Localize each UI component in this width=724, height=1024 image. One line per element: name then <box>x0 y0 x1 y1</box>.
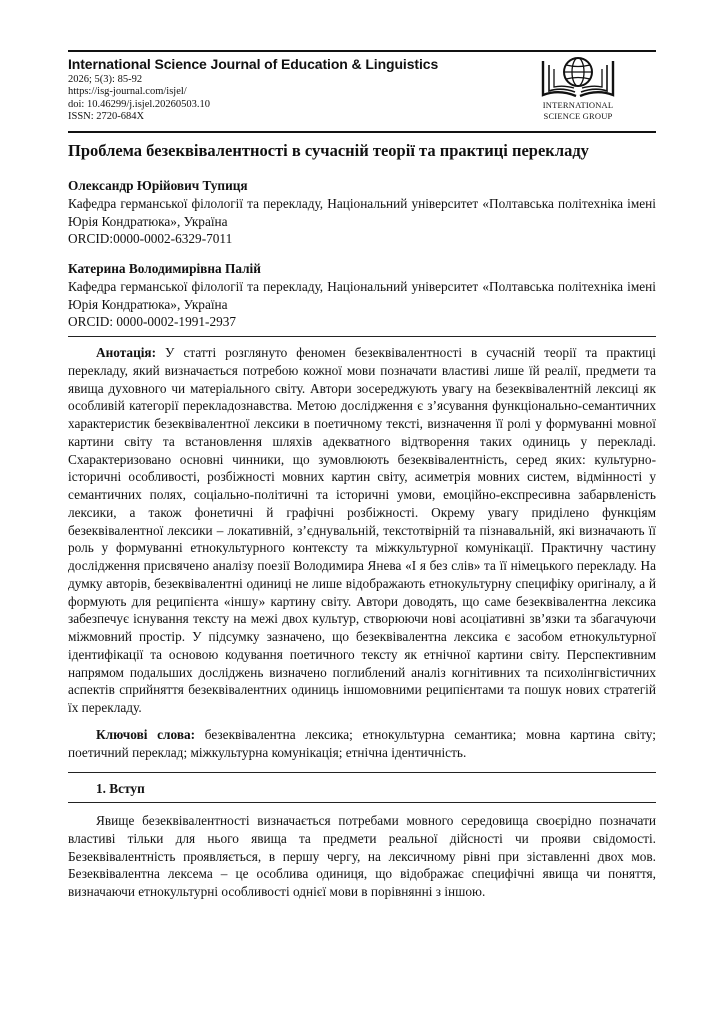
author-affiliation: Кафедра германської філології та перекладу, Національний університет «Полтавська політехніка імені Юрія Кондратюка», Україна <box>68 278 656 312</box>
author-affiliation: Кафедра германської філології та перекладу, Національний університет «Полтавська політехніка імені Юрія Кондратюка», Україна <box>68 195 656 229</box>
section-bottom-rule <box>68 802 656 803</box>
header-top-rule <box>68 50 656 52</box>
section-top-rule <box>68 772 656 773</box>
author-orcid: ORCID:0000-0002-6329-7011 <box>68 231 233 247</box>
author-name: Катерина Володимирівна Палій <box>68 261 261 276</box>
publisher-logo-text <box>520 100 636 121</box>
keywords-label: Ключові слова: <box>96 727 196 742</box>
volume-pages: 2026; 5(3): 85-92 <box>68 74 143 85</box>
section-heading: 1. Вступ <box>96 781 145 796</box>
author-block-1 <box>68 177 656 248</box>
journal-meta <box>68 74 210 124</box>
header-bottom-rule <box>68 131 656 133</box>
keywords-text: безеквівалентна лексика; етнокультурна семантика; мовна картина світу; поетичний переклад; міжкультурна комунікація; етнічна ідентичність. <box>68 727 656 760</box>
issn: ISSN: 2720-684X <box>68 111 145 123</box>
abstract-label: Анотація: <box>96 345 157 360</box>
author-orcid: ORCID: 0000-0002-1991-2937 <box>68 314 237 330</box>
abstract-top-rule <box>68 336 656 337</box>
author-block-2 <box>68 260 656 331</box>
journal-title: International Science Journal of Education & Linguistics <box>68 56 439 72</box>
logo-line-1: INTERNATIONAL <box>542 100 614 110</box>
abstract <box>68 344 656 717</box>
author-name: Олександр Юрійович Тупиця <box>68 178 248 193</box>
abstract-text: У статті розглянуто феномен безеквівалентності в сучасній теорії та практиці перекладу, який визначається потребою кожної мови позначати властиві лише їй реалії, предмети та явища духовного чи матеріального світу. Автори зосереджують увагу на безеквівалентній лексиці як особливій категорії перекладознавства. Метою дослідження є з’ясування функціонально-семантичних характеристик безеквівалентної лексики в поетичному тексті, визначення її ролі у формуванні мовної картини світу та встановлення шляхів адекватного відтворення таких одиниць у перекладі. Схарактеризовано основні чинники, що зумовлюють безеквівалентність, серед яких: культурно-історичні особливості, розбіжності мовних картин світу, асиметрія мовних систем, відмінності у семантичних полях, соціально-політичні та історичні умови, емоційно-експресивна забарвленість лексики, а також фонетичні й графічні розбіжності. Окрему увагу приділено функціям безеквівалентної лексики – локативній, з’єднувальній, текстотвірній та пізнавальній, які визначають її роль у формуванні етнокультурного контексту та міжкультурної комунікації. Практичну частину дослідження присвячено аналізу поезії Володимира Янева «І я без слів» та її німецького перекладу. На думку авторів, безеквівалентні одиниці не лише відображають етнокультурну специфіку оригіналу, а й формують для реципієнта «іншу» картину світу. Автори доводять, що саме безеквівалентна лексика забезпечує існування тексту на межі двох культур, створюючи нові асоціативні зв’язки та збагачуючи міжмовний простір. У підсумку зазначено, що безеквівалентна лексика є засобом етнокультурної ідентифікації та основою кодування поетичного тексту як етнічної картини світу. Перспективним напрямом подальших досліджень визначено поглиблений аналіз когнітивних та психолінгвістичних аспектів сприйняття безеквівалентних одиниць іншомовними реципієнтами та пошук нових стратегій їх перекладу. <box>68 345 656 715</box>
logo-line-2: SCIENCE GROUP <box>543 110 613 121</box>
article-title: Проблема безеквівалентності в сучасній теорії та практиці перекладу <box>68 141 589 160</box>
journal-url[interactable]: https://isg-journal.com/isjel/ <box>68 86 187 98</box>
keywords <box>68 726 656 762</box>
doi: doi: 10.46299/j.isjel.20260503.10 <box>68 98 211 110</box>
intro-paragraph: Явище безеквівалентності визначається потребами мовного середовища своєрідно позначати властиві тільки для нього явища та предмети реальної дійсності чи прояви свідомості. Безеквівалентність проявляється, в першу чергу, на лексичному рівні при зіставленні двох мов. Безеквівалентна лексема – це особлива одиниця, що відображає специфічні явища чи поняття, визначаючи етнокультурні особливості однієї мови в порівнянні з іншою. <box>68 813 656 899</box>
